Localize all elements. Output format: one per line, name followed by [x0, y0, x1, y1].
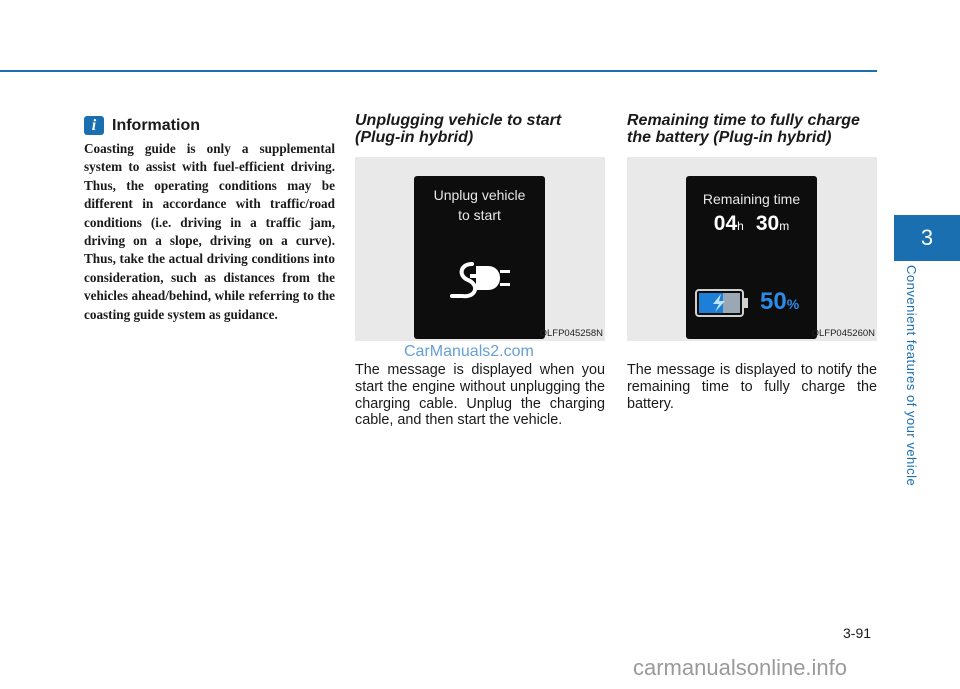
header-rule — [0, 70, 877, 72]
time-readout — [686, 212, 817, 236]
percent-readout — [760, 288, 799, 316]
figure-code: OLFP045260N — [811, 328, 875, 339]
title-line: Remaining time to fully charge — [627, 112, 860, 129]
cluster-screen-remaining — [686, 176, 817, 339]
section-title-unplug — [355, 112, 605, 146]
chapter-number-tab: 3 — [894, 215, 960, 261]
minutes-value: 30 — [755, 212, 780, 235]
screen-line: Unplug vehicle — [433, 187, 526, 203]
title-line: the battery (Plug-in hybrid) — [627, 129, 832, 146]
information-icon: i — [84, 116, 104, 135]
minutes-unit: m — [779, 219, 790, 233]
figure-remaining — [627, 157, 877, 341]
title-line: (Plug-in hybrid) — [355, 129, 474, 146]
cluster-screen-unplug — [414, 176, 545, 339]
hours-value: 04 — [713, 212, 738, 235]
chapter-title-text: Convenient features of your vehicle — [904, 265, 919, 487]
info-title: Information — [112, 116, 200, 134]
info-text: Coasting guide is only a supplemental system to assist with fuel-efficient driving. Thus, the operating conditions may be different in accordance with traffic/road conditions (i.e. driving in a traffic jam, driving on a slope, driving on a curve). Thus, take the actual driving conditions into consideration, such as distances from the vehicles ahead/behind, while referring to the coasting guide system as guidance. — [84, 141, 335, 322]
charging-plug-icon — [446, 256, 516, 304]
watermark-top: CarManuals2.com — [404, 343, 534, 360]
body-text-remaining: The message is displayed to notify the remaining time to fully charge the battery. — [627, 362, 877, 412]
page-number: 3-91 — [843, 625, 872, 641]
watermark-bottom: carmanualsonline.info — [633, 655, 848, 680]
percent-value: 50 — [760, 288, 787, 315]
screen-line: to start — [458, 207, 501, 223]
body-text-unplug: The message is displayed when you start the engine without unplugging the charging cable. Unplug the charging cable, and then start the vehicle. — [355, 362, 605, 429]
figure-code: OLFP045258N — [539, 328, 603, 339]
percent-unit: % — [786, 296, 800, 312]
info-header — [84, 116, 200, 135]
battery-charging-icon — [695, 288, 749, 318]
screen-title: Remaining time — [702, 191, 801, 207]
chapter-title — [905, 265, 919, 495]
section-title-remaining — [627, 112, 877, 146]
title-line: Unplugging vehicle to start — [355, 112, 562, 129]
hours-unit: h — [737, 219, 744, 233]
figure-unplug — [355, 157, 605, 341]
